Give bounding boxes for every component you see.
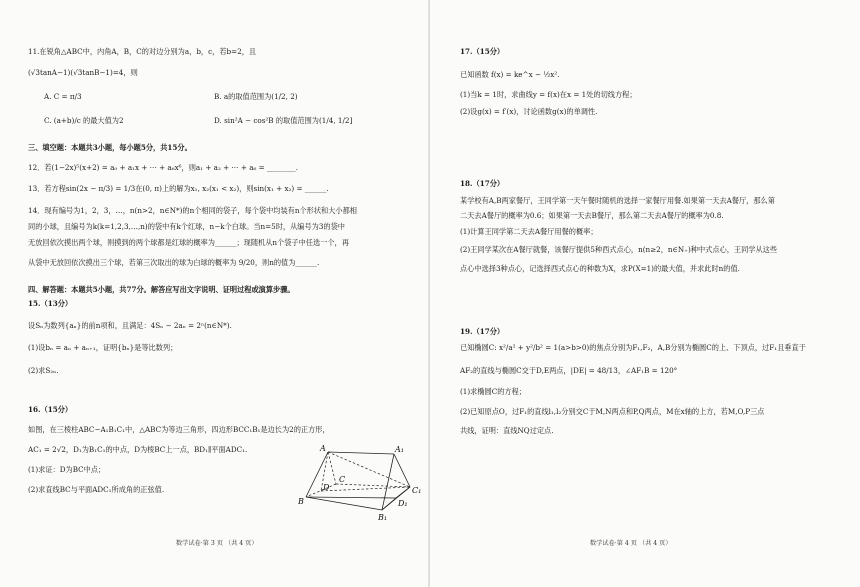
- edge-a-c: [328, 452, 336, 484]
- q11-option-a: A. C = π/3: [44, 92, 82, 101]
- q17-part1: (1)当k = 1时，求曲线y = f(x)在x = 1处的切线方程；: [460, 90, 637, 99]
- q18-line2: 二天去A餐厅的概率为0.6；如果第一天去B餐厅，那么第二天去A餐厅的概率为0.8.: [460, 211, 724, 220]
- q19-line2: AF₂的直线与椭圆C交于D,E两点，|DE| = 48/13，∠AF₁B = 120°: [460, 366, 678, 375]
- q16-line1: 如图，在三棱柱ABC−A₁B₁C₁中，△ABC为等边三角形，四边形BCC₁B₁是边长为2的正方形，: [28, 425, 330, 434]
- edge-c-c1: [336, 484, 410, 487]
- edge-b-d1: [306, 497, 396, 498]
- q18-line1: 某学校有A,B两家餐厅，王同学第一天午餐时随机的选择一家餐厅用餐.如果第一天去A餐厅，那么第: [460, 196, 775, 205]
- label-c1: C₁: [412, 486, 422, 495]
- label-a1: A₁: [395, 445, 404, 454]
- edge-b-b1: [306, 497, 382, 510]
- q18-part2-line2: 点心中选择3种点心，记选择西式点心的种数为X，求P(X=1)的最大值，并求此时n的值.: [460, 264, 740, 273]
- edge-a-a1: [328, 452, 394, 454]
- q16-part1: (1)求证：D为BC中点；: [28, 465, 106, 474]
- label-b1: B₁: [378, 513, 388, 522]
- q15-part1: (1)设bₙ = aₙ + aₙ₊₁，证明{bₙ}是等比数列；: [28, 343, 178, 352]
- label-b: B: [298, 497, 304, 506]
- prism-figure: [298, 440, 428, 525]
- q11-stem: 11.在锐角△ABC中，内角A，B，C的对边分别为a，b，c，若b=2，且: [28, 47, 257, 56]
- q16-title: 16.（15分）: [28, 405, 73, 414]
- label-a: A: [320, 444, 326, 453]
- q16-part2: (2)求直线BC与平面ADC₁所成角的正弦值.: [28, 485, 165, 494]
- section4-heading: 四、解答题：本题共5小题，共77分。解答应写出文字说明、证明过程或演算步骤。: [28, 285, 295, 294]
- q19-title: 19.（17分）: [460, 327, 505, 336]
- q18-part2-line1: (2)王同学某次在A餐厅就餐，该餐厅提供5种西式点心，n(n≥2，n∈N₊)种中式点心，王同学从这些: [460, 245, 778, 254]
- q11-option-c: C. (a+b)/c 的最大值为2: [44, 116, 124, 125]
- q17-part2: (2)设g(x) = f′(x)，讨论函数g(x)的单调性.: [460, 107, 598, 116]
- q15-stem: 设Sₙ为数列{aₙ}的前n项和，且满足：4Sₙ − 2aₙ = 2ⁿ(n∈N*).: [28, 321, 232, 330]
- edge-a1-c1: [394, 454, 410, 487]
- q19-part1: (1)求椭圆C的方程；: [460, 387, 526, 396]
- q15-part2: (2)求S₂ₙ.: [28, 366, 59, 375]
- q19-part2-line1: (2)已知原点O，过F₁的直线l₁,l₂分别交C于M,N两点和P,Q两点，M在x轴的上方，若M,O,P三点: [460, 407, 765, 416]
- right-page-footer: 数学试卷·第 4 页 （共 4 页）: [590, 540, 672, 547]
- label-d1: D₁: [398, 499, 408, 508]
- edge-d-c1: [321, 487, 410, 491]
- label-d: D: [323, 483, 330, 492]
- q16-line2: AC₁ = 2√2，D₁为B₁C₁的中点，D为棱BC上一点，BD₁∥平面ADC₁.: [28, 445, 248, 454]
- label-c: C: [339, 475, 346, 484]
- q17-title: 17.（15分）: [460, 47, 505, 56]
- q12-text: 12．若(1−2x)⁵(x+2) = a₀ + a₁x + ⋯ + a₆x⁶，则a₁ + a₂ + ⋯ + a₆ = ________.: [28, 163, 298, 172]
- q19-line1: 已知椭圆C: x²/a² + y²/b² = 1(a>b>0)的焦点分别为F₁,F₂，A,B分别为椭圆C的上、下顶点，过F₁且垂直于: [460, 343, 806, 352]
- section3-heading: 三、填空题：本题共3小题，每小题5分，共15分。: [28, 143, 192, 152]
- q14-line3: 无放回依次摸出两个球，则摸到的两个球都是红球的概率为______；现随机从n个袋子中任选一个，再: [28, 238, 349, 247]
- q14-line4: 从袋中无放回依次摸出三个球，若第三次取出的球为白球的概率为 9/20，则n的值为______.: [28, 258, 320, 267]
- q18-title: 18.（17分）: [460, 179, 505, 188]
- q18-part1: (1)计算王同学第二天去A餐厅用餐的概率；: [460, 227, 598, 236]
- q14-line2: 同的小球，且编号为k(k=1,2,3,…,n)的袋中有k个红球，n−k个白球。当n=5时，从编号为3的袋中: [28, 222, 345, 231]
- q17-stem: 已知函数 f(x) = ke^x − ½x².: [460, 70, 560, 79]
- q13-text: 13．若方程sin(2x − π/3) = 1/3在(0, π)上的解为x₁, x₂(x₁ < x₂)，则sin(x₁ + x₂) = ______.: [28, 184, 329, 193]
- left-page-footer: 数学试卷·第 3 页 （共 4 页）: [176, 540, 258, 547]
- q11-condition: (√3tanA−1)(√3tanB−1)=4，则: [28, 68, 138, 77]
- q14-line1: 14．现有编号为1，2，3，…，n(n>2，n∈N*)的n个相同的袋子，每个袋中均装有n个形状和大小都相: [28, 206, 357, 215]
- q11-option-b: B. a的取值范围为(1/2, 2): [214, 92, 298, 101]
- q19-part2-line2: 共线，证明：直线NQ过定点.: [460, 426, 554, 435]
- right-page: [430, 0, 860, 587]
- q11-option-d: D. sin²A − cos²B 的取值范围为(1/4, 1/2]: [214, 116, 353, 125]
- q15-title: 15.（13分）: [28, 299, 73, 308]
